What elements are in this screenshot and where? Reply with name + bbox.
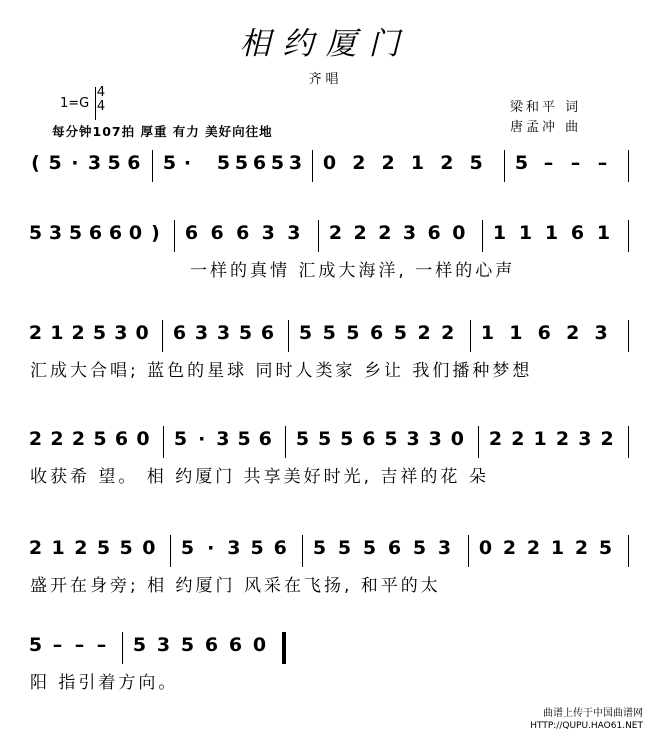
bar-line [628, 220, 629, 252]
note: 5 [412, 537, 427, 559]
note: 5 [180, 634, 195, 656]
note: 5 [28, 634, 43, 656]
bar-line [163, 426, 164, 458]
note: 5 [270, 152, 285, 174]
note: 3 [402, 222, 417, 244]
site-watermark: 曲谱上传于中国曲谱网 HTTP://QUPU.HAO61.NET [530, 708, 643, 731]
note: 2 [50, 428, 64, 450]
note: · [183, 152, 192, 174]
note: 2 [502, 537, 517, 559]
note: 3 [87, 152, 102, 174]
note: 5 [318, 428, 332, 450]
note: 5 [162, 152, 177, 174]
note: 2 [28, 428, 43, 450]
bar-line [152, 150, 153, 182]
note: 5 [180, 537, 195, 559]
note: 5 [68, 222, 83, 244]
lyrics-line: 汇成大合唱; 蓝色的星球 同时人类家 乡让 我们播种梦想 [30, 361, 533, 381]
note: 6 [236, 222, 250, 244]
note: 5 [598, 537, 613, 559]
note: 5 [234, 152, 249, 174]
note: 2 [488, 428, 503, 450]
note: 1 [550, 537, 565, 559]
note: 2 [600, 428, 614, 450]
note: 6 [127, 152, 141, 174]
note: 3 [287, 222, 301, 244]
note: 5 [346, 322, 360, 344]
note: 6 [427, 222, 441, 244]
note: 5 [216, 152, 231, 174]
note: 6 [387, 537, 402, 559]
note: · [198, 428, 206, 450]
note: 0 [450, 428, 464, 450]
note: 2 [511, 428, 525, 450]
note: 5 [514, 152, 529, 174]
note: 0 [142, 537, 156, 559]
note: 6 [204, 634, 219, 656]
note: 1 [410, 152, 425, 174]
note: 1 [492, 222, 507, 244]
lyrics-line: 阳 指引着方向。 [30, 673, 179, 693]
note: 6 [570, 222, 585, 244]
note: 2 [441, 322, 455, 344]
lyricist-credit: 梁和平 词 [510, 100, 582, 115]
composer-credit: 唐孟冲 曲 [510, 120, 582, 135]
note: 5 [298, 322, 313, 344]
note: 3 [261, 222, 275, 244]
note: ) [151, 222, 160, 244]
note: 1 [518, 222, 533, 244]
note: 1 [480, 322, 495, 344]
note: 0 [478, 537, 493, 559]
note: 5 [295, 428, 310, 450]
note: – [543, 152, 554, 174]
note: 1 [544, 222, 559, 244]
note: 3 [216, 428, 230, 450]
note: 2 [352, 152, 366, 174]
note: · [207, 537, 215, 559]
note: 5 [393, 322, 407, 344]
lyrics-line: 一样的真情 汇成大海洋, 一样的心声 [190, 261, 516, 281]
lyrics-line: 盛开在身旁; 相 约厦门 风采在飞扬, 和平的太 [30, 576, 441, 596]
note: – [74, 634, 85, 656]
note: 5 [119, 537, 133, 559]
note: 0 [252, 634, 267, 656]
note: 2 [381, 152, 395, 174]
bar-line [478, 426, 479, 458]
note: 2 [28, 322, 43, 344]
note: 3 [156, 634, 171, 656]
note: 1 [51, 537, 65, 559]
note: 3 [437, 537, 452, 559]
note: – [96, 634, 107, 656]
note: 3 [227, 537, 241, 559]
performance-type: 齐唱 [308, 72, 343, 87]
note: 2 [74, 537, 88, 559]
note: 3 [288, 152, 303, 174]
note: 5 [173, 428, 188, 450]
note: 2 [526, 537, 541, 559]
note: 6 [537, 322, 551, 344]
note: 2 [71, 428, 86, 450]
note: 3 [216, 322, 231, 344]
note: 6 [258, 428, 272, 450]
note: 6 [172, 322, 187, 344]
note: 6 [252, 152, 267, 174]
note: 5 [93, 428, 107, 450]
note: 5 [28, 222, 43, 244]
note: 5 [384, 428, 398, 450]
note: 2 [328, 222, 343, 244]
note: 0 [322, 152, 337, 174]
note: 5 [96, 537, 111, 559]
note: 6 [273, 537, 287, 559]
note: 3 [594, 322, 608, 344]
note: 0 [452, 222, 466, 244]
note: 6 [228, 634, 243, 656]
note: 5 [92, 322, 107, 344]
bar-line [282, 632, 286, 664]
note: 5 [362, 537, 377, 559]
note: 5 [48, 152, 62, 174]
note: 6 [88, 222, 103, 244]
note: 3 [578, 428, 592, 450]
bar-line [470, 320, 471, 352]
bar-line [628, 150, 629, 182]
note: 5 [337, 537, 352, 559]
bar-line [628, 320, 629, 352]
bar-line [174, 220, 175, 252]
note: 2 [378, 222, 392, 244]
note: 6 [260, 322, 275, 344]
note: 6 [210, 222, 224, 244]
note: 2 [555, 428, 570, 450]
note: 1 [50, 322, 64, 344]
note: 1 [509, 322, 523, 344]
note: 2 [574, 537, 589, 559]
note: 3 [114, 322, 128, 344]
note: 5 [250, 537, 264, 559]
song-title: 相约厦门 [239, 26, 412, 62]
bar-line [628, 535, 629, 567]
note: 0 [136, 428, 150, 450]
note: 5 [469, 152, 483, 174]
bar-line [285, 426, 286, 458]
bar-line [302, 535, 303, 567]
note: 5 [322, 322, 336, 344]
note: 5 [107, 152, 121, 174]
note: ( [31, 152, 40, 174]
bar-line [312, 150, 313, 182]
note: 5 [237, 428, 251, 450]
note: 2 [417, 322, 431, 344]
bar-line [482, 220, 483, 252]
bar-line [170, 535, 171, 567]
note: – [570, 152, 581, 174]
bar-line [288, 320, 289, 352]
note: 0 [135, 322, 149, 344]
bar-line [122, 632, 123, 664]
bar-line [628, 426, 629, 458]
note: – [52, 634, 63, 656]
note: 3 [194, 322, 209, 344]
note: 1 [533, 428, 547, 450]
bar-line [504, 150, 505, 182]
note: 3 [48, 222, 63, 244]
note: 2 [566, 322, 580, 344]
note: 6 [108, 222, 123, 244]
note: 2 [71, 322, 85, 344]
note: – [597, 152, 608, 174]
note: 2 [440, 152, 454, 174]
key-signature: 1=G [60, 96, 90, 111]
note: 6 [184, 222, 199, 244]
note: 3 [428, 428, 442, 450]
note: 6 [362, 428, 376, 450]
note: 5 [340, 428, 354, 450]
note: 6 [114, 428, 129, 450]
note: 5 [312, 537, 327, 559]
note: 6 [370, 322, 384, 344]
note: 5 [132, 634, 147, 656]
note: 1 [596, 222, 611, 244]
bar-line [468, 535, 469, 567]
bar-line [162, 320, 163, 352]
note: 2 [28, 537, 43, 559]
tempo-marking: 每分钟107拍 厚重 有力 美好向往地 [52, 124, 273, 139]
time-signature: 4 4 [95, 86, 107, 114]
note: 3 [406, 428, 420, 450]
note: · [71, 152, 79, 174]
note: 2 [353, 222, 367, 244]
lyrics-line: 收获希 望。 相 约厦门 共享美好时光, 吉祥的花 朵 [30, 467, 489, 487]
note: 5 [238, 322, 253, 344]
bar-line [318, 220, 319, 252]
note: 0 [128, 222, 143, 244]
